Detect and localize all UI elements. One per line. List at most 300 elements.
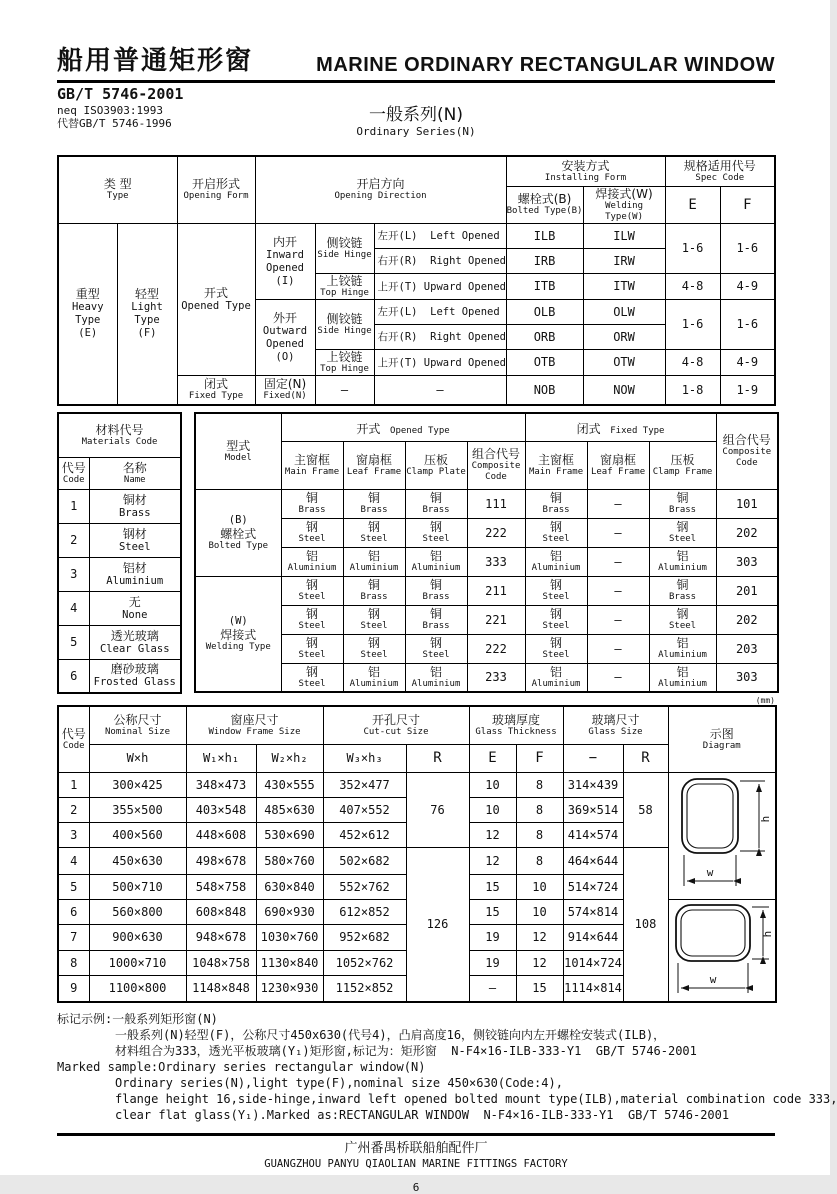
cell-thick-f: 8 (516, 772, 563, 797)
en-label: Fixed(N) (263, 391, 307, 402)
zh-label: 压板 (424, 452, 449, 467)
en-label: Window Frame Size (208, 726, 301, 737)
zh-label: 公称尺寸 (113, 712, 162, 727)
cell-main-frame (525, 605, 587, 634)
en-label: Steel (360, 534, 388, 544)
en-label: Name (123, 474, 146, 485)
cell-composite-code: 222 (467, 634, 525, 663)
cell-glass-size: 464×644 (563, 847, 623, 874)
zh-label: 示图 (709, 726, 734, 741)
en-label: Steel (298, 650, 326, 660)
cell-w1h1: 448×608 (186, 822, 256, 847)
en-label: Steel (298, 678, 326, 689)
header-f: F (516, 744, 563, 772)
zh-label: 钢 (550, 578, 563, 592)
cell-code: 6 (58, 899, 89, 925)
header-cut-size (323, 706, 469, 744)
zh-label: 开式 (356, 421, 381, 436)
header-welding (583, 186, 665, 223)
series-title-zh: 一般系列(N) (369, 105, 463, 125)
table-row (195, 518, 778, 547)
table-row (195, 547, 778, 576)
cell-leaf-frame (343, 547, 405, 576)
cell-w1h1: 548×758 (186, 874, 256, 899)
cell-w3h3: 1152×852 (323, 976, 406, 1002)
en-label: Steel (542, 534, 570, 544)
en-label: Opening Form (183, 191, 249, 202)
en-label: Type (75, 314, 101, 327)
cell-clamp-plate (405, 547, 467, 576)
en-label: Brass (422, 592, 450, 602)
en-label: (F) (137, 327, 157, 340)
cell-glass-r: 108 (623, 847, 668, 1002)
zh-label: 钢 (430, 520, 443, 534)
en-label: Bolted Type (208, 540, 269, 551)
cell-composite-code: 111 (467, 489, 525, 518)
cell-spec-f: 4-9 (720, 349, 775, 375)
window-diagram-landscape (670, 900, 774, 997)
cell-composite-code: 202 (716, 518, 778, 547)
cell-glass-size: 1114×814 (563, 976, 623, 1002)
en-label: Frosted Glass (93, 676, 176, 689)
en-label: Aluminium (531, 678, 581, 689)
cell-glass-size: 514×724 (563, 874, 623, 899)
cell-leaf-frame (343, 663, 405, 692)
cell-leaf-frame (343, 605, 405, 634)
zh-label: 铝 (550, 549, 563, 563)
header-materials-code (58, 413, 181, 457)
cell-clamp-frame (649, 605, 716, 634)
cell-outward-opened (255, 299, 315, 375)
en-label: Aluminium (411, 678, 461, 689)
en-label: Brass (542, 505, 570, 515)
zh-label: 窗扇框 (600, 452, 637, 467)
header-clamp-frame (649, 441, 716, 489)
cell-code: 2 (58, 523, 89, 557)
cell-w2h2: 690×930 (256, 899, 323, 925)
zh-label: 玻璃厚度 (491, 712, 540, 727)
header-glass-thickness (469, 706, 563, 744)
header-composite-code (716, 413, 778, 489)
cell-clamp-frame (649, 489, 716, 518)
cell-direction: 上开(T) Upward Opened (374, 273, 506, 299)
cell-w3h3: 1052×762 (323, 950, 406, 976)
cell-w3h3: 952×682 (323, 925, 406, 951)
cell-leaf-frame (343, 634, 405, 663)
header-w3h3: W₃×h₃ (323, 744, 406, 772)
cell-w1h1: 1148×848 (186, 976, 256, 1002)
cell-thick-e: 15 (469, 899, 516, 925)
cell-w3h3: 552×762 (323, 874, 406, 899)
zh-label: 型式 (226, 438, 251, 453)
cell-dash: — (587, 489, 649, 518)
cell-spec-f: 1-9 (720, 375, 775, 405)
cell-code: NOB (506, 375, 583, 405)
zh-label: 组合代号 (472, 447, 521, 461)
cell-thick-e: — (469, 976, 516, 1002)
cell-code: 4 (58, 591, 89, 625)
en-label: Leaf Frame (590, 466, 646, 477)
cell-composite-code: 202 (716, 605, 778, 634)
cell-composite-code: 303 (716, 547, 778, 576)
cell-model-welding (195, 576, 281, 692)
zh-label: 闭式 (576, 421, 601, 436)
en-label: Aluminium (349, 678, 399, 689)
page-number: 6 (412, 1180, 420, 1194)
en-label: Aluminium (349, 563, 399, 573)
table-row (195, 663, 778, 692)
cell-w3h3: 407×552 (323, 797, 406, 822)
cell-main-frame (525, 576, 587, 605)
header-row (58, 706, 776, 744)
materials-table (57, 412, 182, 694)
cell-name (89, 625, 181, 659)
cell-direction: 右开(R) Right Opened (374, 324, 506, 349)
cell-code: OTB (506, 349, 583, 375)
cell-main-frame (281, 605, 343, 634)
zh-label: 螺栓式 (220, 526, 257, 541)
cell-code: 1 (58, 772, 89, 797)
cell-nominal: 500×710 (89, 874, 186, 899)
cell-code: 8 (58, 950, 89, 976)
title-row (57, 40, 775, 83)
cell-dash: — (374, 375, 506, 405)
zh-label: 上铰链 (326, 349, 363, 364)
table-row (58, 772, 776, 797)
header-r: R (406, 744, 469, 772)
cell-dash: — (587, 518, 649, 547)
cell-w1h1: 498×678 (186, 847, 256, 874)
cell-name (89, 591, 181, 625)
zh-label: 钢 (306, 636, 319, 650)
w-dimension-label: w (709, 972, 717, 986)
company-name-en: GUANGZHOU PANYU QIAOLIAN MARINE FITTINGS FACTORY (264, 1157, 568, 1170)
zh-label: 内开 (273, 234, 298, 249)
en-label: Light (131, 301, 163, 314)
header-main-frame (525, 441, 587, 489)
cell-glass-size: 1014×724 (563, 950, 623, 976)
en-label: Brass (118, 506, 151, 519)
cell-thick-f: 10 (516, 899, 563, 925)
en-label: (B) (228, 513, 248, 526)
cell-composite-code: 221 (467, 605, 525, 634)
cell-opened-type (177, 223, 255, 375)
zh-label: 钢 (306, 607, 319, 621)
en-label: Cut-cut Size (363, 726, 429, 737)
zh-label: 主窗框 (294, 452, 331, 467)
zh-label: 侧铰链 (326, 235, 363, 250)
cell-glass-size: 369×514 (563, 797, 623, 822)
en-label: (W) (228, 614, 248, 627)
en-label: Spec Code (695, 172, 745, 183)
cell-clamp-frame (649, 576, 716, 605)
cell-w3h3: 502×682 (323, 847, 406, 874)
zh-label: 钢材 (122, 526, 147, 541)
cell-composite-code: 233 (467, 663, 525, 692)
cell-main-frame (281, 518, 343, 547)
zh-label: 窗座尺寸 (230, 712, 279, 727)
cell-spec-f: 1-6 (720, 299, 775, 349)
zh-label: 钢 (306, 578, 319, 592)
header-code (58, 457, 89, 489)
cell-code: 3 (58, 822, 89, 847)
en-label: Brass (668, 505, 697, 515)
note-line: 一般系列(N)轻型(F)，公称尺寸450x630(代号4)，凸肩高度16，侧铰链向内左开螺栓安装式(ILB)， (115, 1027, 666, 1042)
cell-model-bolted (195, 489, 281, 576)
cell-main-frame (525, 634, 587, 663)
table-row (58, 659, 181, 693)
en-label: (O) (275, 350, 295, 363)
en-label: Steel (360, 650, 388, 660)
table-row (58, 591, 181, 625)
header-opened-type (281, 413, 525, 441)
zh-label: 规格适用代号 (683, 158, 756, 173)
cell-thick-e: 12 (469, 847, 516, 874)
cell-w2h2: 1230×930 (256, 976, 323, 1002)
en-label: Top Hinge (320, 363, 369, 374)
zh-label: 窗扇框 (356, 452, 393, 467)
composite-code-table (194, 412, 779, 693)
header-leaf-frame (587, 441, 649, 489)
en-label: Steel (542, 592, 570, 602)
cell-thick-f: 8 (516, 822, 563, 847)
cell-thick-e: 19 (469, 950, 516, 976)
header-spec-e: E (665, 186, 720, 223)
en-label: Aluminium (531, 563, 581, 573)
zh-label: 钢 (676, 607, 689, 621)
en-label: Steel (422, 650, 450, 660)
cell-code: OLW (583, 299, 665, 324)
zh-label: 透光玻璃 (110, 628, 159, 643)
zh-label: 钢 (368, 607, 381, 621)
cell-code: 1 (58, 489, 89, 523)
cell-thick-f: 12 (516, 925, 563, 951)
en-label: Aluminium (658, 678, 707, 689)
company-name-zh: 广州番禺桥联船舶配件厂 (344, 1140, 488, 1156)
cell-spec-e: 1-6 (665, 299, 720, 349)
zh-label: 开孔尺寸 (371, 712, 420, 727)
cell-w3h3: 612×852 (323, 899, 406, 925)
cell-clamp-frame (649, 547, 716, 576)
cell-w2h2: 485×630 (256, 797, 323, 822)
header-fixed-type (525, 413, 716, 441)
cell-composite-code: 203 (716, 634, 778, 663)
en-label: Steel (118, 540, 151, 553)
zh-label: 焊接式 (220, 627, 257, 642)
header-glass-size (563, 706, 668, 744)
cell-thick-f: 15 (516, 976, 563, 1002)
table-row (58, 523, 181, 557)
en-label: (I) (275, 274, 295, 287)
en-label: Model (224, 452, 252, 463)
cell-w2h2: 530×690 (256, 822, 323, 847)
cell-composite-code: 333 (467, 547, 525, 576)
cell-code: OTW (583, 349, 665, 375)
en-label: Fixed Type (188, 391, 244, 402)
en-label: Clear Glass (99, 642, 170, 655)
header-opening-form (177, 156, 255, 223)
cell-spec-e: 4-8 (665, 273, 720, 299)
cell-code: IRW (583, 248, 665, 273)
note-line: flange height 16,side-hinge,inward left opened bolted mount type(ILB),material combination code 333, (115, 1091, 837, 1106)
cell-composite-code: 222 (467, 518, 525, 547)
cell-clamp-frame (649, 518, 716, 547)
cell-clamp-plate (405, 663, 467, 692)
standard-equivalent: neq ISO3903:1993 (57, 104, 163, 117)
cell-code: 6 (58, 659, 89, 693)
en-label: Composite Code (471, 461, 521, 482)
en-label: Side Hinge (317, 325, 372, 336)
cell-thick-e: 10 (469, 797, 516, 822)
cell-clamp-frame (649, 634, 716, 663)
en-label: Top Hinge (320, 287, 369, 298)
en-label: Steel (542, 650, 570, 660)
dimensions-table (57, 705, 777, 1003)
header-row (195, 413, 778, 441)
cell-dash: — (587, 576, 649, 605)
cell-code: 9 (58, 976, 89, 1002)
cell-dash: — (587, 547, 649, 576)
zh-label: 铜 (676, 578, 689, 592)
cell-w2h2: 1130×840 (256, 950, 323, 976)
en-label: Fixed Type (610, 425, 665, 436)
cell-thick-e: 19 (469, 925, 516, 951)
cell-code: 7 (58, 925, 89, 951)
cell-thick-f: 8 (516, 797, 563, 822)
cell-inward-opened (255, 223, 315, 299)
en-label: Opened (266, 337, 304, 350)
note-line: clear flat glass(Y₁).Marked as:RECTANGULAR WINDOW N-F4×16-ILB-333-Y1 GB/T 5746-2001 (115, 1107, 730, 1122)
cell-spec-e: 4-8 (665, 349, 720, 375)
cell-glass-size: 314×439 (563, 772, 623, 797)
cell-name (89, 557, 181, 591)
en-label: Steel (360, 621, 388, 631)
cell-clamp-plate (405, 489, 467, 518)
en-label: Composite Code (722, 447, 772, 469)
zh-label: 铝 (306, 549, 319, 563)
en-label: Installing Form (544, 172, 627, 183)
zh-label: 组合代号 (722, 433, 771, 448)
zh-label: 开启形式 (192, 177, 241, 192)
header-window-frame-size (186, 706, 323, 744)
cell-main-frame (281, 634, 343, 663)
zh-label: 钢 (430, 636, 443, 650)
zh-label: 铜 (676, 491, 689, 505)
header-spec-f: F (720, 186, 775, 223)
en-label: Steel (298, 534, 326, 544)
cell-top-hinge (315, 273, 374, 299)
cell-side-hinge (315, 223, 374, 273)
cell-nominal: 1100×800 (89, 976, 186, 1002)
cell-nominal: 300×425 (89, 772, 186, 797)
zh-label: 重型 (75, 287, 100, 302)
cell-clamp-plate (405, 634, 467, 663)
en-label: Inward (266, 248, 304, 261)
note-line: 标记示例:一般系列矩形窗(N) (57, 1011, 218, 1026)
cell-nominal: 560×800 (89, 899, 186, 925)
en-label: Side Hinge (317, 249, 372, 260)
cell-w2h2: 430×555 (256, 772, 323, 797)
header-w2h2: W₂×h₂ (256, 744, 323, 772)
middle-section (57, 412, 775, 694)
cell-spec-e: 1-6 (665, 223, 720, 273)
table-row (195, 489, 778, 518)
cell-clamp-plate (405, 605, 467, 634)
zh-label: 铝 (430, 664, 443, 679)
table-row (58, 625, 181, 659)
en-label: Diagram (702, 740, 741, 751)
zh-label: 螺栓式(B) (517, 192, 572, 206)
en-label: Main Frame (284, 466, 340, 477)
table-row (58, 489, 181, 523)
header-e: E (469, 744, 516, 772)
header-row (58, 457, 181, 489)
cell-code: ILW (583, 223, 665, 248)
zh-label: 铜 (550, 491, 563, 505)
cell-light-type (117, 223, 177, 405)
zh-label: 固定(N) (263, 377, 307, 392)
note-line: Marked sample:Ordinary series rectangular window(N) (57, 1059, 426, 1074)
en-label: Code (62, 740, 85, 751)
cell-w1h1: 1048×758 (186, 950, 256, 976)
cell-spec-f: 1-6 (720, 223, 775, 273)
cell-fixed-n (255, 375, 315, 405)
cell-main-frame (281, 547, 343, 576)
zh-label: 铝 (550, 664, 563, 679)
en-label: Steel (668, 621, 697, 631)
h-dimension-label: h (758, 815, 772, 822)
zh-label: 铜 (430, 607, 443, 621)
zh-label: 钢 (306, 520, 319, 534)
cell-code: ORB (506, 324, 583, 349)
cell-name (89, 489, 181, 523)
zh-label: 材料代号 (95, 422, 144, 437)
unit-label: (mm) (755, 696, 775, 705)
zh-label: 代号 (61, 460, 86, 475)
header-composite-code (467, 441, 525, 489)
cell-w2h2: 1030×760 (256, 925, 323, 951)
header-w1h1: W₁×h₁ (186, 744, 256, 772)
cell-glass-size: 914×644 (563, 925, 623, 951)
cell-main-frame (525, 547, 587, 576)
cell-w1h1: 403×548 (186, 797, 256, 822)
en-label: Aluminium (658, 650, 707, 660)
en-label: Type (106, 191, 129, 202)
table-row (195, 576, 778, 605)
zh-label: 钢 (306, 664, 319, 679)
cell-direction: 上开(T) Upward Opened (374, 349, 506, 375)
en-label: Main Frame (528, 466, 584, 477)
cell-composite-code: 303 (716, 663, 778, 692)
cell-spec-f: 4-9 (720, 273, 775, 299)
cell-thick-f: 12 (516, 950, 563, 976)
cell-composite-code: 211 (467, 576, 525, 605)
zh-label: 代号 (61, 726, 86, 741)
en-label: Brass (422, 505, 450, 515)
zh-label: 轻型 (135, 287, 160, 302)
window-diagram-portrait (670, 773, 774, 895)
cell-code: 5 (58, 625, 89, 659)
cell-nominal: 400×560 (89, 822, 186, 847)
standard-block (57, 85, 775, 151)
cell-direction: 左开(L) Left Opened (374, 299, 506, 324)
zh-label: 开式 (204, 285, 229, 300)
header-name (89, 457, 181, 489)
cell-leaf-frame (343, 518, 405, 547)
cell-name (89, 659, 181, 693)
en-label: Opened (266, 261, 304, 274)
cell-glass-r: 58 (623, 772, 668, 847)
